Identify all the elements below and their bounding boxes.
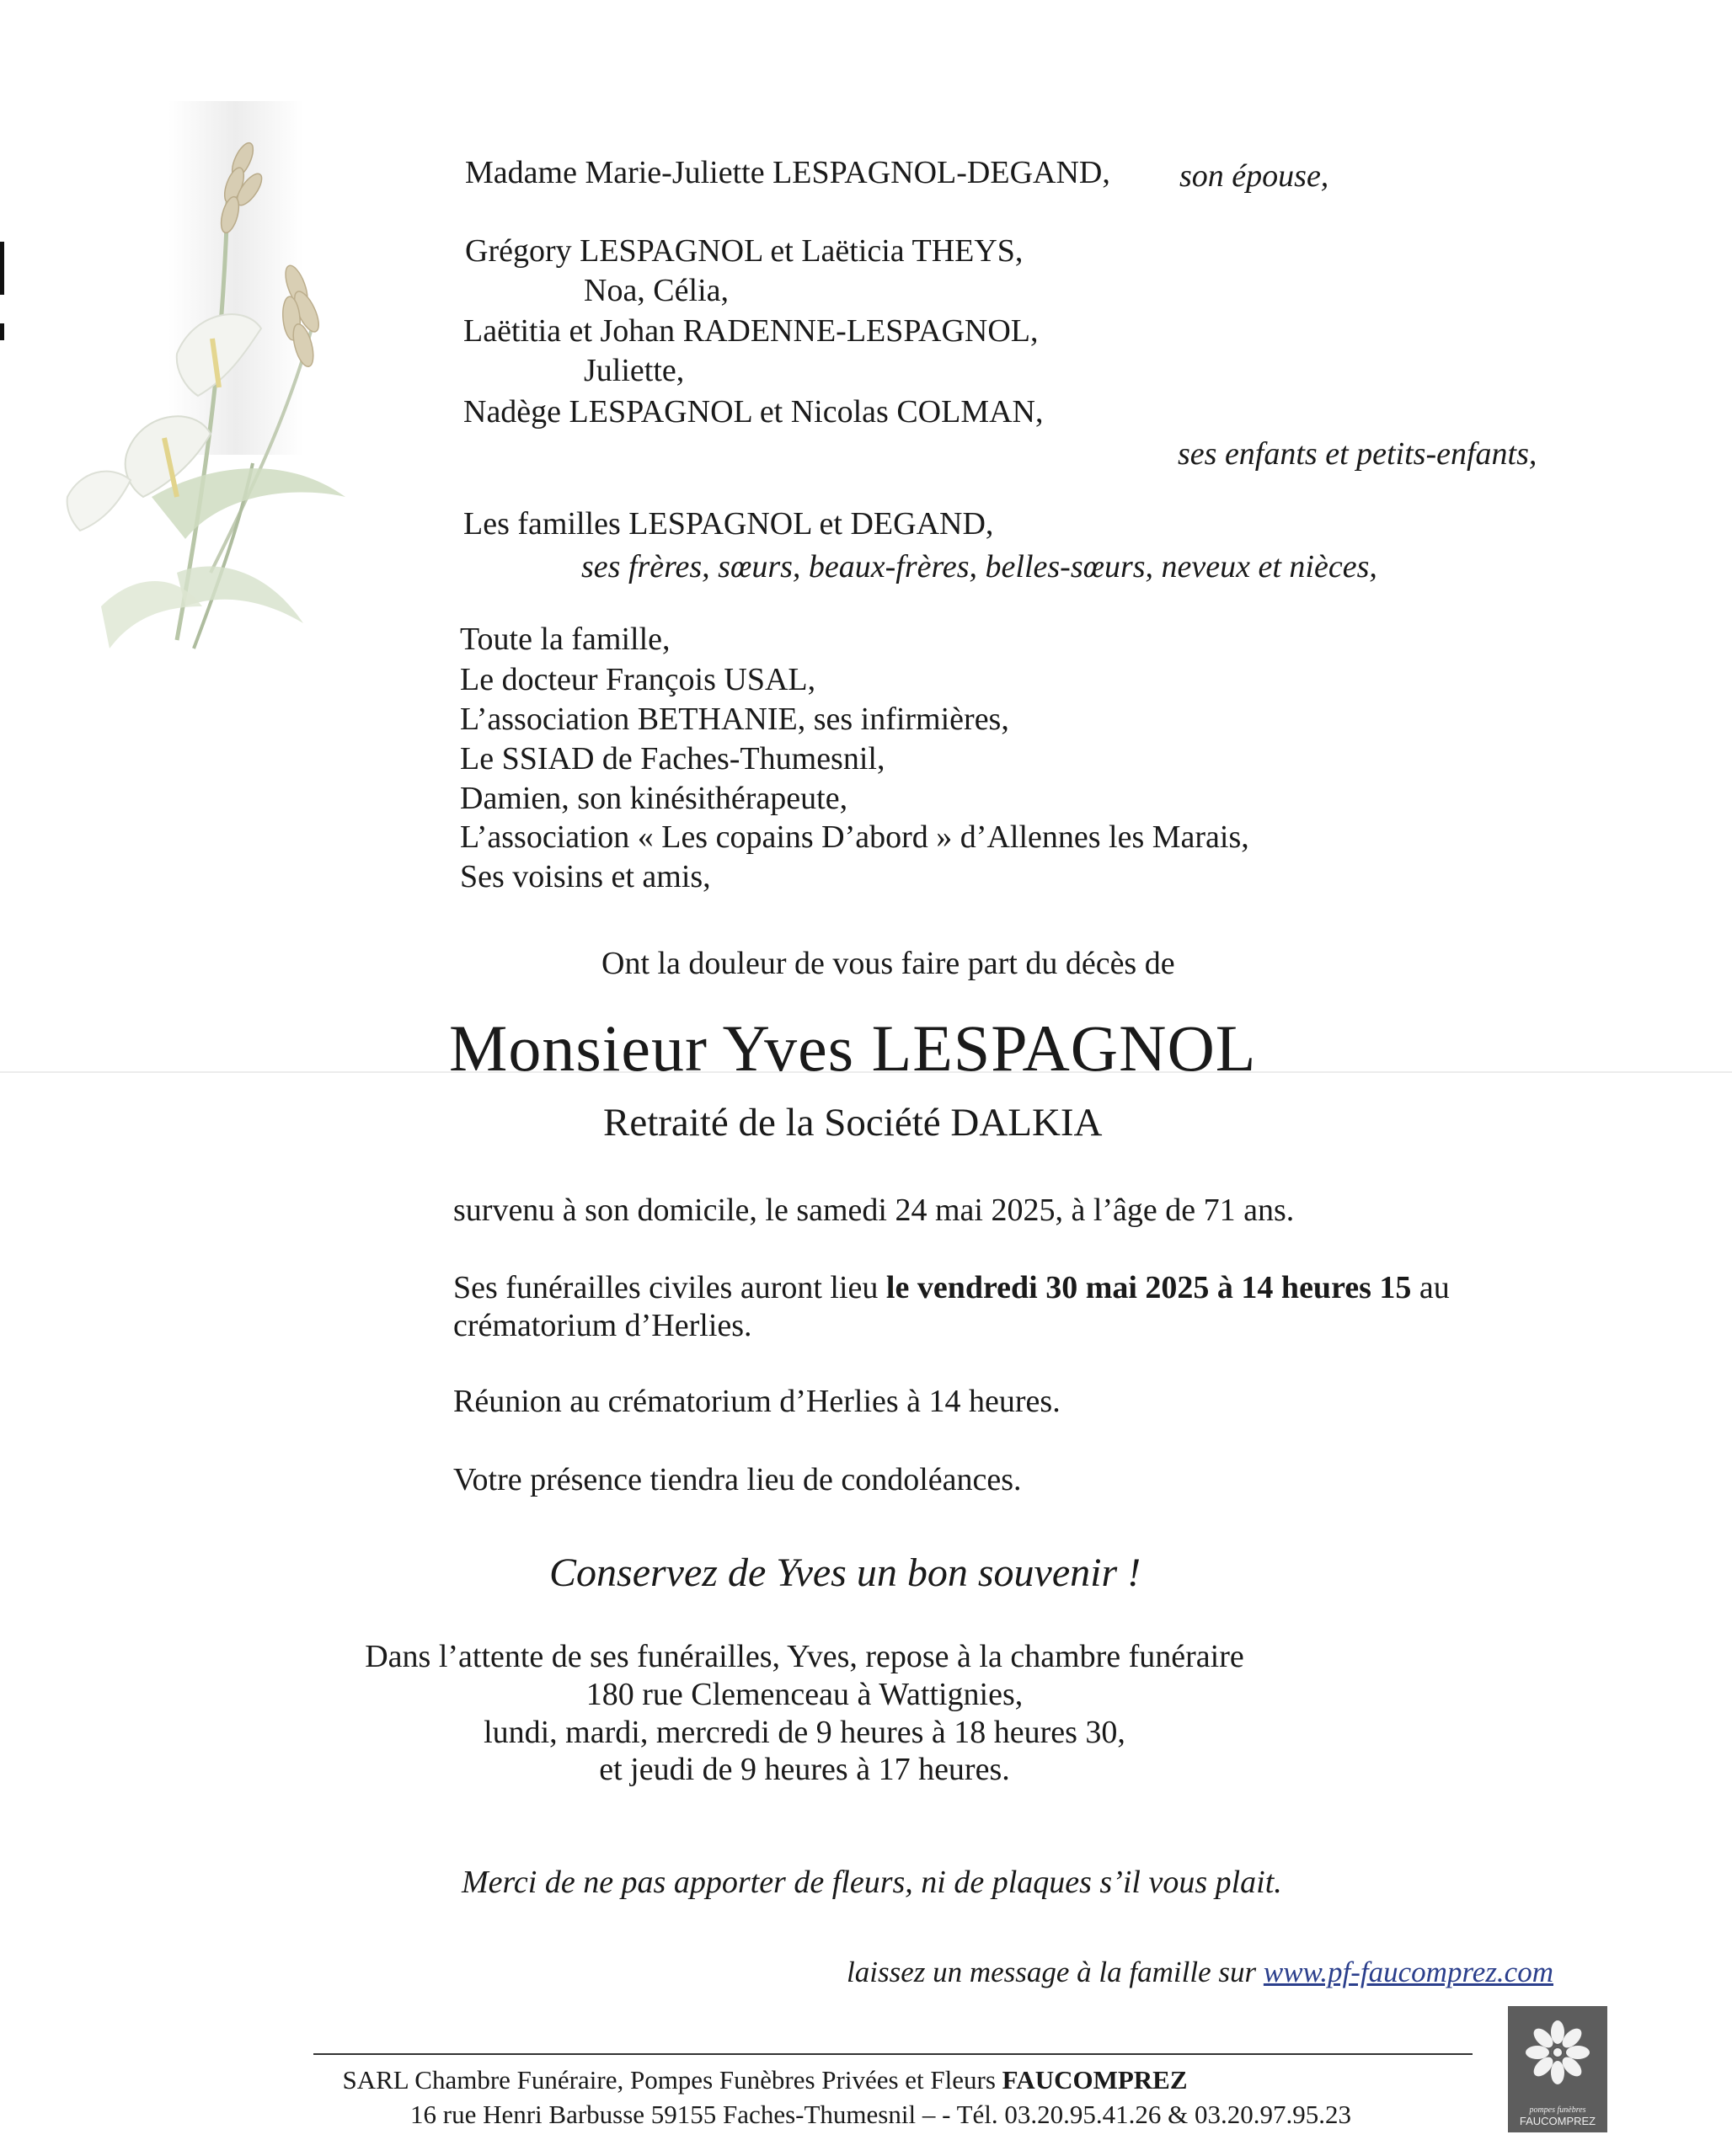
spouse-name: Madame Marie-Juliette LESPAGNOL-DEGAND, xyxy=(465,155,1110,190)
visitation-line xyxy=(0,1641,1732,1673)
death-details: survenu à son domicile, le samedi 24 mai 2025, à l’âge de 71 ans. xyxy=(453,1193,1295,1228)
other-mourner: Le SSIAD de Faches-Thumesnil, xyxy=(460,741,885,776)
visitation-text: et jeudi de 9 heures à 17 heures. xyxy=(599,1752,1010,1787)
families-line: Les familles LESPAGNOL et DEGAND, xyxy=(463,506,994,542)
flower-emblem-icon xyxy=(1508,2006,1607,2099)
visitation-line xyxy=(0,1678,1732,1710)
other-mourner: L’association « Les copains D’abord » d’Allennes les Marais, xyxy=(460,819,1249,855)
other-mourner: Ses voisins et amis, xyxy=(460,859,711,894)
logo-name: FAUCOMPREZ xyxy=(1519,2115,1596,2127)
children-role: ses enfants et petits-enfants, xyxy=(1178,436,1537,472)
families-role: ses frères, sœurs, beaux-frères, belles-sœurs, neveux et nièces, xyxy=(581,549,1377,584)
company-prefix: SARL Chambre Funéraire, Pompes Funèbres Privées et Fleurs xyxy=(342,2065,996,2095)
other-mourner: L’association BETHANIE, ses infirmières, xyxy=(460,702,1009,737)
other-mourner: Toute la famille, xyxy=(460,622,671,657)
meeting-info: Réunion au crématorium d’Herlies à 14 heures. xyxy=(453,1384,1061,1419)
visitation-line xyxy=(0,1753,1732,1785)
deceased-subtitle: Retraité de la Société DALKIA xyxy=(603,1101,1103,1145)
scan-edge-mark xyxy=(0,242,4,295)
motto: Conservez de Yves un bon souvenir ! xyxy=(549,1550,1141,1595)
funeral-line xyxy=(453,1272,1450,1304)
scan-edge-mark xyxy=(0,323,4,340)
visitation-text: Dans l’attente de ses funérailles, Yves, repose à la chambre funéraire xyxy=(365,1639,1244,1674)
deceased-name: Monsieur Yves LESPAGNOL xyxy=(449,1011,1257,1085)
condolences-note: Votre présence tiendra lieu de condoléances. xyxy=(453,1462,1022,1497)
company-name: FAUCOMPREZ xyxy=(1002,2065,1188,2095)
child-3: Nadège LESPAGNOL et Nicolas COLMAN, xyxy=(463,394,1044,430)
funeral-suffix: au xyxy=(1419,1270,1450,1305)
child-1: Grégory LESPAGNOL et Laëticia THEYS, xyxy=(465,233,1024,269)
calla-lily-wheat-illustration xyxy=(51,101,371,674)
message-line xyxy=(847,1956,1553,1989)
visitation-line xyxy=(0,1716,1732,1748)
visitation-text: 180 rue Clemenceau à Wattignies, xyxy=(585,1677,1024,1712)
funeral-prefix: Ses funérailles civiles auront lieu xyxy=(453,1270,879,1305)
other-mourner: Le docteur François USAL, xyxy=(460,662,816,697)
footer-company xyxy=(0,2065,1732,2095)
logo-script: pompes funèbres xyxy=(1529,2105,1586,2115)
grandchildren-2: Juliette, xyxy=(584,353,685,388)
other-mourner: Damien, son kinésithérapeute, xyxy=(460,781,848,816)
company-logo xyxy=(1508,2006,1607,2132)
website-link[interactable]: www.pf-faucomprez.com xyxy=(1263,1956,1553,1988)
funeral-place: crématorium d’Herlies. xyxy=(453,1308,752,1343)
no-flowers-note: Merci de ne pas apporter de fleurs, ni de plaques s’il vous plait. xyxy=(462,1865,1282,1900)
footer-rule xyxy=(313,2053,1473,2055)
footer-address: 16 rue Henri Barbusse 59155 Faches-Thumesnil – - Tél. 03.20.95.41.26 & 03.20.97.95.23 xyxy=(410,2100,1351,2129)
spouse-role: son épouse, xyxy=(1179,158,1329,194)
message-prefix: laissez un message à la famille sur xyxy=(847,1956,1257,1988)
announcement: Ont la douleur de vous faire part du décès de xyxy=(601,946,1175,981)
funeral-date: le vendredi 30 mai 2025 à 14 heures 15 xyxy=(885,1270,1412,1305)
visitation-text: lundi, mardi, mercredi de 9 heures à 18 heures 30, xyxy=(484,1715,1125,1750)
child-2: Laëtitia et Johan RADENNE-LESPAGNOL, xyxy=(463,313,1039,349)
grandchildren-1: Noa, Célia, xyxy=(584,273,730,308)
